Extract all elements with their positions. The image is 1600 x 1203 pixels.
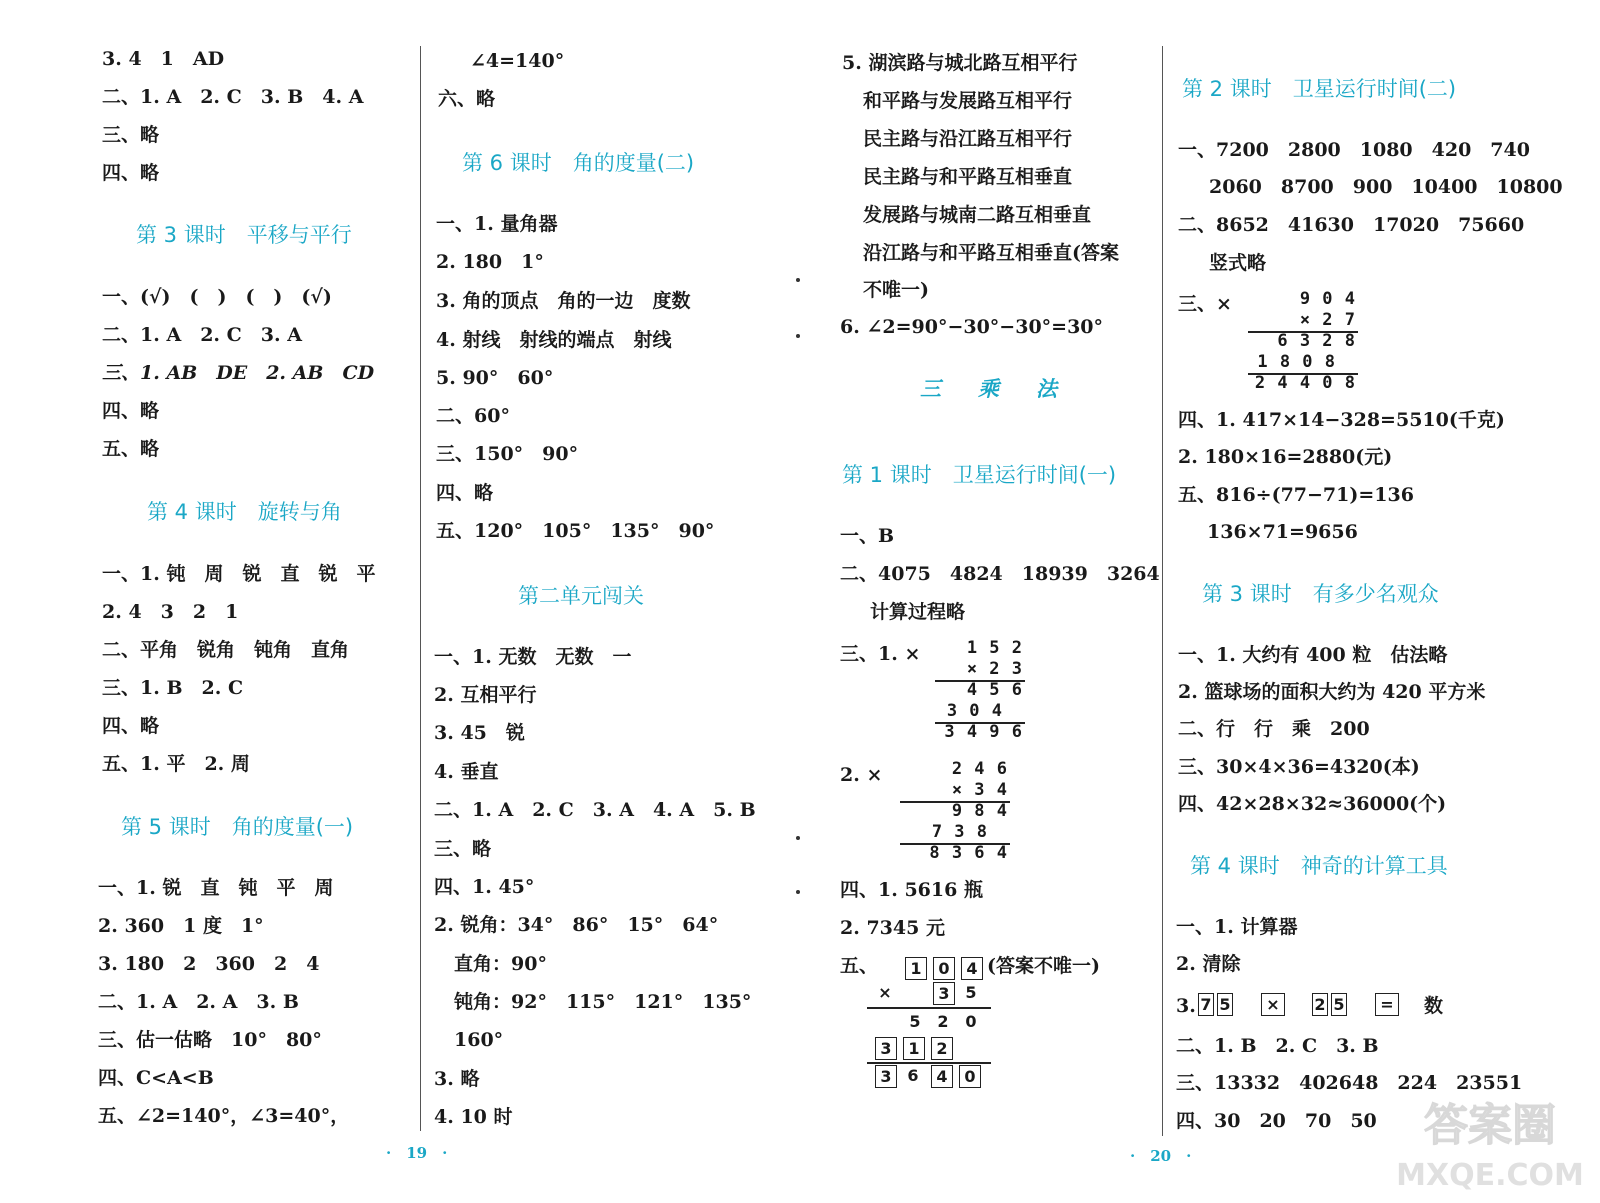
answer-line: 三、30×4×36=4320(本)	[1178, 756, 1420, 778]
digit-box: 4	[931, 1065, 953, 1088]
answer-line: 四、1. 417×14−328=5510(千克)	[1178, 409, 1505, 431]
answer-line: 160°	[454, 1029, 504, 1051]
answer-line: 二、行 行 乘 200	[1178, 718, 1370, 740]
margin-dot	[796, 334, 800, 338]
digit-box: 3	[933, 982, 955, 1005]
answer-line: 2. 4 3 2 1	[102, 601, 239, 623]
answer-line: 三、1. B 2. C	[102, 677, 244, 699]
digit-box: 1	[903, 1037, 925, 1060]
mult-row: 4 5 6	[966, 680, 1023, 700]
mult-rule	[867, 1007, 991, 1009]
unit-heading: 三 乘 法	[920, 377, 1065, 401]
digit-box: 1	[905, 957, 927, 980]
answer-line: 4. 10 时	[434, 1106, 513, 1128]
answer-line: 二、1. A 2. A 3. B	[98, 991, 299, 1013]
mult-row: 1 5 2	[966, 638, 1023, 658]
answer-line: 二、4075 4824 18939 3264	[840, 563, 1160, 585]
boxed-multiplication-puzzle	[865, 955, 1170, 1090]
answer-line: 四、略	[102, 715, 160, 737]
svg-text:答案圈: 答案圈	[1424, 1100, 1556, 1151]
answer-line: ∠4=140°	[470, 50, 565, 72]
mult-row: × 2 7	[1299, 310, 1356, 330]
digit: 5	[965, 983, 977, 1002]
mult-row: 9 8 4	[951, 801, 1008, 821]
answer-line: 发展路与城南二路互相垂直	[863, 204, 1092, 226]
unit-test-heading: 第二单元闯关	[518, 584, 644, 608]
answer-line: 三、1. ×	[840, 643, 921, 665]
page-number-right: · 20 ·	[1130, 1147, 1192, 1165]
lesson-heading: 第 4 课时 神奇的计算工具	[1190, 854, 1448, 878]
calculator-key: 5	[1331, 993, 1347, 1016]
digit: 6	[907, 1066, 919, 1085]
answer-line: 四、C<A<B	[98, 1067, 214, 1089]
answer-line: 2. 180 1°	[436, 251, 544, 273]
answer-line: 二、平角 锐角 钝角 直角	[102, 639, 350, 661]
answer-line: 5. 湖滨路与城北路互相平行	[842, 52, 1078, 74]
answer-line: 钝角：92° 115° 121° 135°	[454, 991, 752, 1013]
lesson-heading: 第 6 课时 角的度量(二)	[462, 151, 695, 175]
margin-dot	[796, 890, 800, 894]
answer-line: 直角：90°	[454, 953, 547, 975]
digit: 5	[909, 1012, 921, 1031]
lesson-heading: 第 5 课时 角的度量(一)	[121, 815, 354, 839]
answer-line: 三、略	[434, 838, 492, 860]
answer-line: 2. ×	[840, 764, 883, 786]
mult-row: 6 3 2 8	[1277, 331, 1356, 351]
calculator-key: 2	[1312, 993, 1328, 1016]
answer-line: 二、1. A 2. C 3. A 4. A 5. B	[434, 799, 756, 821]
answer-line: 三、1. AB DE 2. AB CD	[102, 362, 375, 384]
answer-line: 3. 4 1 AD	[102, 48, 225, 70]
answer-line: 三、略	[102, 124, 160, 146]
answer-line: 四、42×28×32≈36000(个)	[1178, 793, 1447, 815]
answer-line: 二、1. B 2. C 3. B	[1176, 1035, 1379, 1057]
answer-line: 四、略	[436, 482, 494, 504]
answer-line: 三、估一估略 10° 80°	[98, 1029, 322, 1051]
page-number-left: · 19 ·	[386, 1144, 448, 1162]
answer-line: 4. 垂直	[434, 761, 499, 783]
digit-box: 0	[933, 957, 955, 980]
answer-line: 数	[1424, 995, 1444, 1017]
answer-line: 竖式略	[1209, 252, 1267, 274]
lesson-heading: 第 4 课时 旋转与角	[147, 500, 342, 524]
answer-line: 四、30 20 70 50	[1176, 1110, 1377, 1132]
mult-rule	[867, 1062, 991, 1064]
vertical-multiplication	[900, 759, 1010, 869]
answer-line: 一、1. 钝 周 锐 直 锐 平	[102, 563, 376, 585]
answer-line: 2060 8700 900 10400 10800	[1209, 176, 1563, 198]
mult-row: 2 4 4 0 8	[1254, 373, 1356, 393]
lesson-heading: 第 2 课时 卫星运行时间(二)	[1182, 77, 1457, 101]
lesson-heading: 第 3 课时 平移与平行	[136, 223, 352, 247]
answer-line: 二、60°	[436, 405, 510, 427]
answer-line: 4. 射线 射线的端点 射线	[436, 329, 672, 351]
mult-row: 9 0 4	[1299, 289, 1356, 309]
times-sign: ×	[878, 983, 892, 1002]
mult-row: 1 8 0 8	[1257, 352, 1336, 372]
answer-line: 五、816÷(77−71)=136	[1178, 484, 1414, 506]
answer-line: 一、1. 量角器	[436, 213, 558, 235]
column-divider-left	[420, 46, 421, 1131]
answer-line: 二、8652 41630 17020 75660	[1178, 214, 1525, 236]
vertical-multiplication	[930, 638, 1025, 748]
answer-line: 和平路与发展路互相平行	[863, 90, 1073, 112]
answer-line: 三、150° 90°	[436, 443, 579, 465]
margin-dot	[796, 836, 800, 840]
margin-dot	[796, 278, 800, 282]
answer-line: 3. 略	[434, 1068, 480, 1090]
watermark-logo	[1390, 1085, 1590, 1200]
answer-line: 3. 45 锐	[434, 722, 525, 744]
answer-line: 五、1. 平 2. 周	[102, 753, 250, 775]
lesson-heading: 第 1 课时 卫星运行时间(一)	[842, 463, 1117, 487]
answer-line: 沿江路与和平路互相垂直(答案	[863, 242, 1119, 264]
answer-line: 2. 清除	[1176, 953, 1241, 975]
answer-note: (答案不唯一)	[987, 955, 1100, 977]
lesson-heading: 第 3 课时 有多少名观众	[1202, 582, 1439, 606]
answer-line: 民主路与沿江路互相平行	[863, 128, 1073, 150]
mult-row: 8 3 6 4	[929, 843, 1008, 863]
digit-box: 2	[931, 1037, 953, 1060]
answer-line: 五、∠2=140°，∠3=40°，	[98, 1105, 350, 1127]
answer-line: 五、	[840, 955, 879, 977]
answer-line: 一、7200 2800 1080 420 740	[1178, 139, 1530, 161]
mult-row: × 2 3	[966, 659, 1023, 679]
answer-line: 2. 180×16=2880(元)	[1178, 446, 1393, 468]
answer-line: 不唯一)	[863, 279, 929, 301]
mult-row: 2 4 6	[951, 759, 1008, 779]
digit-box: 4	[961, 957, 983, 980]
calculator-key: 5	[1217, 993, 1233, 1016]
answer-line: 六、略	[438, 88, 496, 110]
vertical-multiplication	[1248, 289, 1358, 399]
answer-line: 一、1. 大约有 400 粒 估法略	[1178, 644, 1448, 666]
mult-row: 7 3 8	[931, 822, 988, 842]
answer-line: 2. 互相平行	[434, 684, 537, 706]
answer-line: 二、1. A 2. C 3. B 4. A	[102, 86, 364, 108]
answer-line: 四、1. 5616 瓶	[840, 879, 983, 901]
answer-line: 三、×	[1178, 293, 1232, 315]
answer-line: 民主路与和平路互相垂直	[863, 166, 1073, 188]
answer-line: 二、1. A 2. C 3. A	[102, 324, 302, 346]
answer-line: 四、略	[102, 162, 160, 184]
calculator-key: ×	[1261, 993, 1285, 1016]
answer-line: 2. 锐角：34° 86° 15° 64°	[434, 914, 719, 936]
mult-row: 3 4 9 6	[944, 722, 1023, 742]
digit-box: 3	[875, 1037, 897, 1060]
answer-line: 一、1. 无数 无数 一	[434, 646, 632, 668]
calculator-key: =	[1375, 993, 1399, 1016]
digit-box: 0	[959, 1065, 981, 1088]
answer-line: 3. 角的顶点 角的一边 度数	[436, 290, 691, 312]
answer-line: 一、1. 计算器	[1176, 916, 1298, 938]
mult-row: × 3 4	[951, 780, 1008, 800]
answer-line: 计算过程略	[870, 601, 966, 623]
digit-box: 3	[875, 1065, 897, 1088]
answer-line: 5. 90° 60°	[436, 367, 554, 389]
mult-row: 3 0 4	[946, 701, 1003, 721]
calculator-key: 7	[1198, 993, 1214, 1016]
answer-line: 136×71=9656	[1207, 521, 1358, 543]
answer-line: 3. 180 2 360 2 4	[98, 953, 320, 975]
digit: 0	[965, 1012, 977, 1031]
digit: 2	[937, 1012, 949, 1031]
svg-text:MXQE.COM: MXQE.COM	[1396, 1158, 1584, 1193]
answer-line: 四、略	[102, 400, 160, 422]
answer-line: 6. ∠2=90°−30°−30°=30°	[840, 316, 1104, 338]
answer-line: 一、(√) ( ) ( ) (√)	[102, 286, 332, 308]
answer-line: 五、略	[102, 438, 160, 460]
answer-line: 一、1. 锐 直 钝 平 周	[98, 877, 334, 899]
answer-line: 3.	[1176, 995, 1196, 1017]
answer-line: 2. 7345 元	[840, 917, 945, 939]
answer-line: 四、1. 45°	[434, 876, 535, 898]
answer-line: 三、13332 402648 224 23551	[1176, 1072, 1523, 1094]
answer-line: 五、120° 105° 135° 90°	[436, 520, 715, 542]
answer-line: 2. 篮球场的面积大约为 420 平方米	[1178, 681, 1486, 703]
answer-line: 一、B	[840, 525, 895, 547]
answer-line: 2. 360 1 度 1°	[98, 915, 264, 937]
